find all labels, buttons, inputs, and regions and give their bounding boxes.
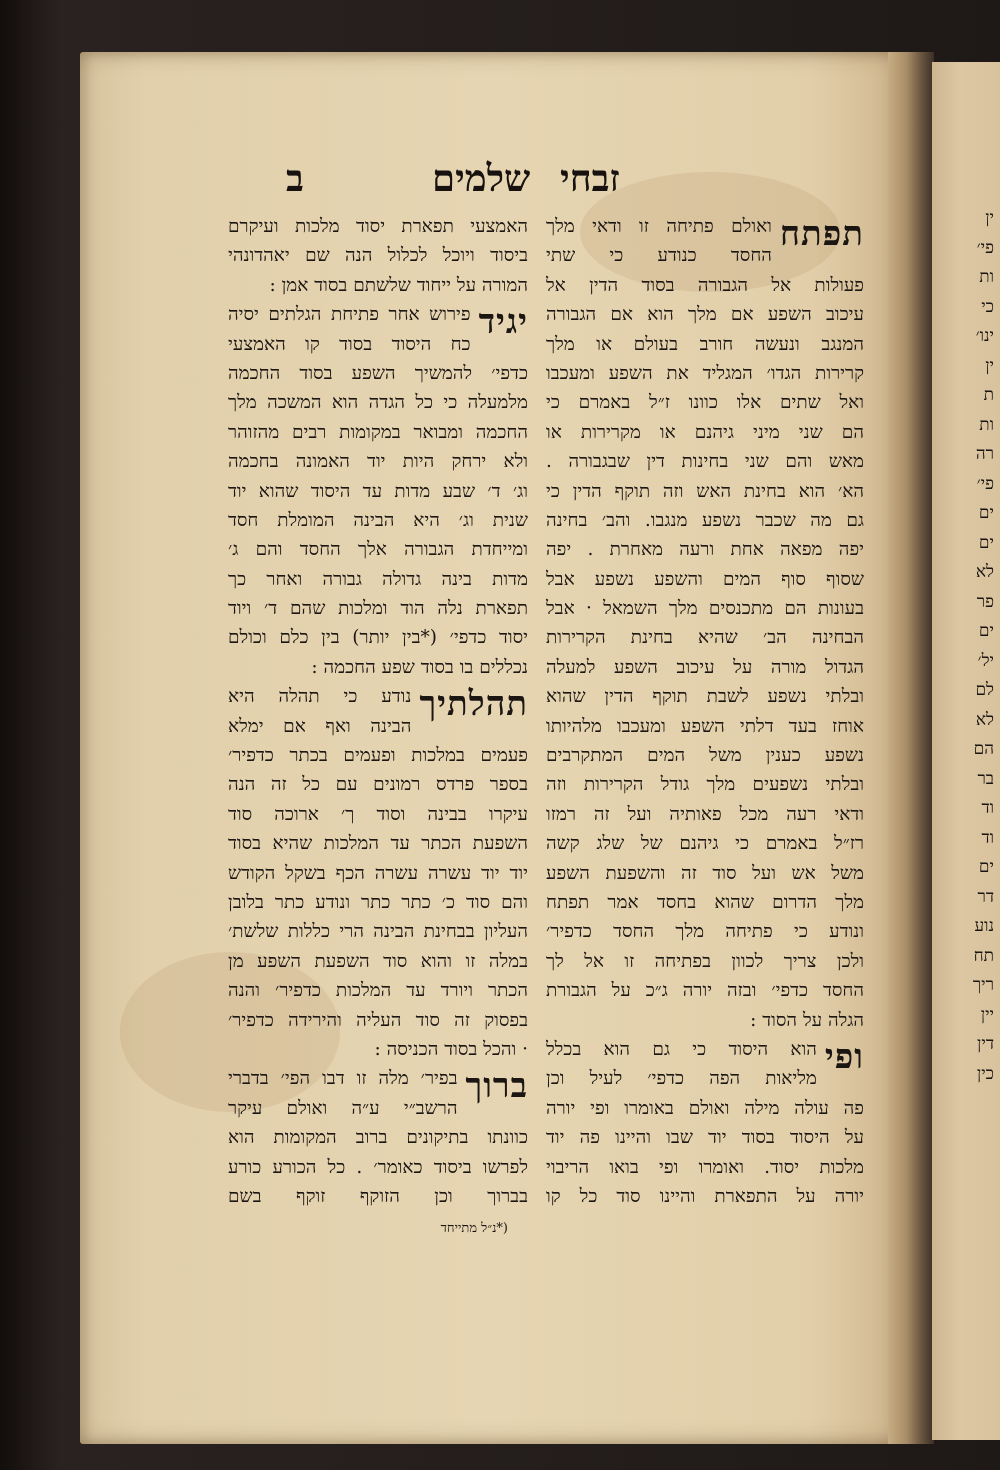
next-page-text-fragment: וד [981,798,994,818]
next-page-text-fragment: ין [985,208,994,228]
next-page-text-fragment: הם [973,739,994,759]
next-page-text-fragment: לם [975,680,994,700]
next-page-edge [932,62,1000,1440]
text-line: השפעת הכתר עד המלכות שהיא בסוד [228,833,528,855]
text-line: ולא ירחק היות יוד האמונה בחכמה [228,451,528,473]
text-line: ואולם פתיחה זו ודאי מלך [546,216,772,237]
right-text-column [546,212,864,1211]
next-page-text-fragment: פר [976,591,994,612]
right-column-paragraph-1 [546,212,864,1035]
section-heading-tiftach: תפתח [779,214,864,254]
text-line: נודע כי תהלה היא [228,686,412,708]
next-page-text-fragment: כי [981,296,994,317]
text-line: הוא היסוד כי גם הוא בכלל [546,1038,817,1060]
text-line: פה עולה מילה ואולם באומרו ופי יורה [546,1097,864,1119]
section-heading-tehilatecha: תהלתיך [419,684,528,725]
footnote: (*נ״ל מתייחד [440,1221,508,1236]
text-line: האמצעי תפארת יסוד מלכות ועיקרם [228,216,528,237]
text-line: יוד יוד עשרה עשרה הכף בשקל הקודש [228,862,528,884]
header-title-word-2: שלמים [432,156,531,200]
next-page-text-fragment: רה [975,444,994,464]
text-line: ובלתי נשפע לשבת תוקף הדין שהוא [546,686,864,708]
text-line: בעונות הם מתכנסים מלך השמאל · אבל [546,598,864,620]
text-line: מאש והם שני בחינות דין שבגבורה . [546,451,864,473]
next-page-text-fragment: וד [981,827,994,848]
text-line: הבחינה הב׳ שהיא בחינת הקרירות [546,627,864,649]
next-page-text-fragment: דר [977,886,994,907]
text-line: מלכות יסוד. ואומרו ופי בואו הריבוי [546,1156,864,1178]
next-page-text-fragment: ים [978,621,994,641]
page-gutter [888,52,934,1444]
right-column-paragraph-2 [546,1035,864,1211]
text-line: שסוף סוף המים והשפע נשפע אבל [546,568,864,590]
text-line: פירוש אחר פתיחת הגלתים יסיה [228,304,471,326]
text-line: פעמים במלכות ופעמים בכתר כדפיר׳ [228,745,528,767]
left-column-paragraph-1 [228,300,528,682]
text-line: ונודע כי פתיחה מלך החסד כדפיר׳ [546,921,864,943]
text-line: יסוד כדפי׳ (*בין יותר) בין כלם וכולם [228,627,528,649]
text-line: נכללים בו בסוד שפע החכמה : [311,656,528,678]
text-line: תפארת נלה הוד ומלכות שהם ד׳ ויוד [228,598,528,620]
text-line: הרשב״י ע״ה ואולם עיקר [228,1097,458,1119]
text-line: החכמה ומבואר במקומות רבים מהזוהר [228,421,528,443]
text-line: ובלתי נשפעים מלך גודל הקרירות וזה [546,774,864,796]
text-line: בפסוק זה סוד העליה והירידה כדפיר׳ [228,1009,528,1031]
text-line: · והכל בסוד הכניסה : [374,1038,528,1060]
text-line: שנית וג׳ היא הבינה המומלת חסד [228,509,528,531]
text-line: במלה זו והוא סוד השפעת השפע מן [228,950,528,972]
text-line: יפה מפאה אחת ורעה מאחרת . יפה [546,539,864,561]
text-line: כח היסוד בסוד קו האמצעי [228,333,471,355]
text-line: עיכוב השפע אם מלך הוא אם הגבורה [546,304,864,326]
text-line: נשפע כענין משל המים המתקרבים [546,745,864,767]
text-line: והם סוד כ׳ כתר כתר ונודע כתר בלובן [228,891,528,913]
text-line: הגלה על הסוד : [750,1009,864,1031]
text-line: יורה על התפארת והיינו סוד כל קו [546,1185,864,1207]
next-page-text-fragment: ים [978,857,994,877]
text-line: על היסוד בסוד יוד שבו והיינו פה יוד [546,1127,864,1149]
text-line: משל אש ועל סוד זה והשפעת השפע [546,862,864,884]
running-header [0,158,1000,198]
section-heading-baruch: ברוך [465,1066,528,1107]
text-line: מליאות הפה כדפי׳ לעיל וכן [546,1068,817,1090]
text-line: העליון בבחינת הבינה הרי כללות שלשת׳ [228,921,528,943]
next-page-text-fragment: ריך [972,975,994,995]
next-page-text-fragment: ינו׳ [975,326,994,346]
section-heading-ufi: ופי [824,1036,864,1077]
text-line: ומייחדת הגבורה אלך החסד והם ג׳ [228,539,528,561]
left-text-column [228,212,528,1211]
text-line: החסד כנודע כי שתי [546,245,772,267]
text-line: פעולות אל הגבורה בסוד הדין אל [546,274,864,296]
text-line: ואל שתים אלו כוונו ז״ל באמרם כי [546,392,864,414]
text-line: המנגב ונעשה חורב בעולם או מלך [546,333,864,355]
next-page-text-fragment: יל׳ [977,650,994,671]
next-page-text-fragment: פי׳ [976,473,994,494]
text-line: בספר פרדס רמונים עם כל זה הנה [228,774,528,796]
next-page-text-fragment: ת [983,385,994,405]
next-page-text-fragment: ין [985,355,994,376]
text-line: הא׳ הוא בחינת האש וזה תוקף הדין כי [546,480,864,502]
page-number: ב [286,156,304,200]
text-line: מדות בינה גדולה גבורה ואחר כך [228,568,528,590]
next-page-text-fragment: נוע [974,916,994,936]
text-line: כדפי׳ להמשיך השפע בסוד החכמה [228,362,528,384]
next-page-text-fragment: לא [975,709,994,730]
text-line: אוחז בעד דלתי השפע ומעכבו מלהיותו [546,715,864,737]
left-column-paragraph-0 [228,212,528,300]
next-page-text-fragment: יין [980,1004,994,1025]
text-line: הכתר ויורד עד המלכות כדפיר׳ והנה [228,980,528,1002]
text-line: רז״ל באמרם כי גיהנם של שלג קשה [546,833,864,855]
text-line: ולכן צריך לכוון בפתיחה זו אל לך [546,950,864,972]
text-line: וג׳ ד׳ שבע מדות עד היסוד שהוא יוד [228,480,528,502]
next-page-text-fragment: לא [975,562,994,582]
next-page-text-fragment: בר [977,768,994,789]
text-line: החסד כדפי׳ ובזה יורה ג״כ על הגבורת [546,980,864,1002]
next-page-text-fragment: ות [979,267,994,287]
text-line: הם שני מיני גיהנם או מקרירות או [546,421,864,443]
text-line: בברוך וכן הזוקף זוקף בשם [228,1185,528,1207]
next-page-text-fragment: פי׳ [976,237,994,258]
text-line: בפיר׳ מלה זו דבו הפי׳ בדברי [228,1068,458,1090]
text-line: הגדול מורה על עיכוב השפע למעלה [546,656,864,678]
section-heading-yagid: יגיד [478,302,528,343]
text-line: קרירות הגדו׳ המגליד את השפע ומעכבו [546,362,864,384]
text-line: הבינה ואף אם ימלא [228,715,412,737]
next-page-text-fragment: תח [973,945,994,966]
next-page-text-fragment: ים [978,532,994,553]
text-line: עיקרו בבינה וסוד ך׳ ארוכה סוד [228,803,528,825]
text-line: מלך הדרום שהוא בחסד אמר תפתח [546,891,864,913]
next-page-text-fragment: ות [979,414,994,435]
text-line: ודאי רעה מכל פאותיה ועל זה רמזו [546,803,864,825]
next-page-text-fragment: דין [977,1034,994,1054]
header-title-word-1: זבחי [560,156,620,200]
next-page-text-fragment: ים [978,503,994,523]
next-page-text-fragment: כין [976,1063,994,1084]
text-line: גם מה שכבר נשפע מנגבו. והב׳ בחינה [546,509,864,531]
text-line: כוונתו בתיקונים ברוב המקומות הוא [228,1127,528,1149]
text-line: המורה על ייחוד שלשתם בסוד אמן : [269,274,528,296]
text-line: לפרשו ביסוד כאומר׳ . כל הכורע כורע [228,1156,528,1178]
left-column-paragraph-2 [228,682,528,1064]
text-line: מלמעלה כי כל הגדה הוא המשכה מלך [228,392,528,414]
text-line: ביסוד ויוכל לכלול הנה שם יאהדונהי [228,245,528,267]
